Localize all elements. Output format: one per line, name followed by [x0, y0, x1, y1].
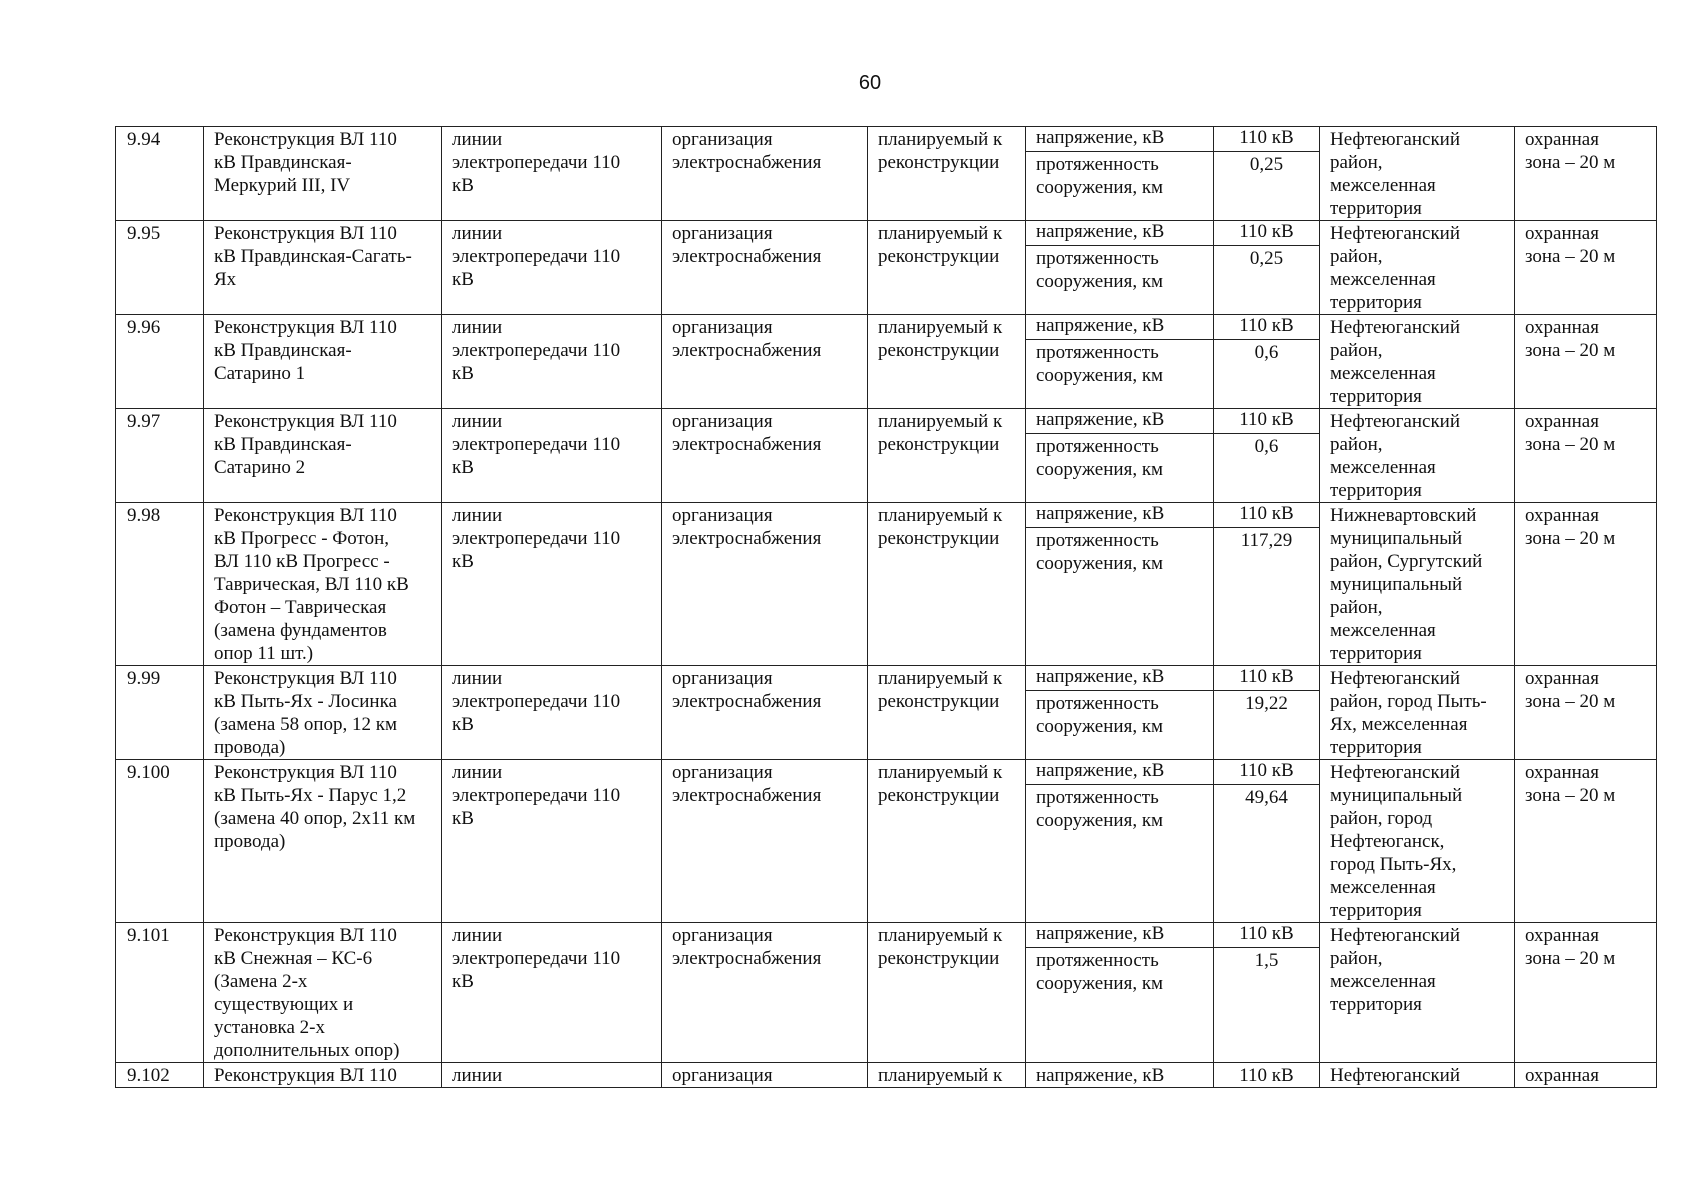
table-row: [116, 503, 1657, 528]
object-type: линии электропередачи 110 кВ: [442, 409, 662, 503]
protection-zone: охранная зона – 20 м: [1515, 760, 1657, 923]
length-label: протяженность сооружения, км: [1026, 785, 1214, 923]
length-label: протяженность сооружения, км: [1026, 528, 1214, 666]
object-purpose: организация электроснабжения: [662, 315, 868, 409]
object-name: Реконструкция ВЛ 110 кВ Правдинская- Сатарино 2: [204, 409, 442, 503]
voltage-value: 110 кВ: [1214, 760, 1320, 785]
voltage-label: напряжение, кВ: [1026, 1063, 1214, 1088]
voltage-label: напряжение, кВ: [1026, 409, 1214, 434]
length-label: протяженность сооружения, км: [1026, 246, 1214, 315]
protection-zone: охранная зона – 20 м: [1515, 503, 1657, 666]
length-label: протяженность сооружения, км: [1026, 691, 1214, 760]
object-location: Нефтеюганский муниципальный район, город Нефтеюганск, город Пыть-Ях, межселенная территория: [1320, 760, 1515, 923]
object-location: Нижневартовский муниципальный район, Сургутский муниципальный район, межселенная территория: [1320, 503, 1515, 666]
object-purpose: организация: [662, 1063, 868, 1088]
object-type: линии электропередачи 110 кВ: [442, 127, 662, 221]
protection-zone: охранная зона – 20 м: [1515, 923, 1657, 1063]
table-row: [116, 1063, 1657, 1088]
object-name: Реконструкция ВЛ 110 кВ Снежная – КС-6 (Замена 2-х существующих и установка 2-х дополнительных опор): [204, 923, 442, 1063]
table-row: [116, 315, 1657, 340]
object-purpose: организация электроснабжения: [662, 760, 868, 923]
object-name: Реконструкция ВЛ 110 кВ Правдинская-Сагать- Ях: [204, 221, 442, 315]
length-value: 19,22: [1214, 691, 1320, 760]
length-label: протяженность сооружения, км: [1026, 340, 1214, 409]
object-purpose: организация электроснабжения: [662, 666, 868, 760]
row-number: 9.101: [116, 923, 204, 1063]
row-number: 9.94: [116, 127, 204, 221]
object-status: планируемый к реконструкции: [868, 409, 1026, 503]
object-purpose: организация электроснабжения: [662, 127, 868, 221]
length-value: 0,6: [1214, 340, 1320, 409]
row-number: 9.99: [116, 666, 204, 760]
object-location: Нефтеюганский район, межселенная территория: [1320, 923, 1515, 1063]
voltage-value: 110 кВ: [1214, 503, 1320, 528]
table-row: [116, 127, 1657, 152]
length-label: протяженность сооружения, км: [1026, 152, 1214, 221]
object-name: Реконструкция ВЛ 110: [204, 1063, 442, 1088]
object-name: Реконструкция ВЛ 110 кВ Прогресс - Фотон, ВЛ 110 кВ Прогресс - Таврическая, ВЛ 110 кВ Фотон – Таврическая (замена фундаментов опор 11 шт.): [204, 503, 442, 666]
object-purpose: организация электроснабжения: [662, 503, 868, 666]
object-location: Нефтеюганский район, межселенная территория: [1320, 315, 1515, 409]
row-number: 9.96: [116, 315, 204, 409]
object-location: Нефтеюганский район, город Пыть- Ях, межселенная территория: [1320, 666, 1515, 760]
table-row: [116, 409, 1657, 434]
object-status: планируемый к реконструкции: [868, 760, 1026, 923]
object-location: Нефтеюганский район, межселенная территория: [1320, 127, 1515, 221]
table-row: [116, 923, 1657, 948]
row-number: 9.97: [116, 409, 204, 503]
protection-zone: охранная зона – 20 м: [1515, 127, 1657, 221]
object-status: планируемый к реконструкции: [868, 503, 1026, 666]
object-purpose: организация электроснабжения: [662, 923, 868, 1063]
object-status: планируемый к реконструкции: [868, 127, 1026, 221]
object-purpose: организация электроснабжения: [662, 409, 868, 503]
voltage-label: напряжение, кВ: [1026, 666, 1214, 691]
protection-zone: охранная зона – 20 м: [1515, 315, 1657, 409]
object-type: линии электропередачи 110 кВ: [442, 221, 662, 315]
voltage-label: напряжение, кВ: [1026, 127, 1214, 152]
table-body: [116, 127, 1657, 1088]
object-location: Нефтеюганский район, межселенная территория: [1320, 409, 1515, 503]
voltage-label: напряжение, кВ: [1026, 315, 1214, 340]
object-type: линии электропередачи 110 кВ: [442, 760, 662, 923]
object-status: планируемый к реконструкции: [868, 923, 1026, 1063]
voltage-label: напряжение, кВ: [1026, 221, 1214, 246]
length-value: 0,25: [1214, 152, 1320, 221]
length-value: 117,29: [1214, 528, 1320, 666]
voltage-value: 110 кВ: [1214, 315, 1320, 340]
voltage-value: 110 кВ: [1214, 221, 1320, 246]
page-number: 60: [858, 72, 882, 94]
row-number: 9.98: [116, 503, 204, 666]
object-name: Реконструкция ВЛ 110 кВ Правдинская- Сатарино 1: [204, 315, 442, 409]
object-status: планируемый к реконструкции: [868, 221, 1026, 315]
table-row: [116, 760, 1657, 785]
protection-zone: охранная зона – 20 м: [1515, 221, 1657, 315]
voltage-value: 110 кВ: [1214, 409, 1320, 434]
protection-zone: охранная зона – 20 м: [1515, 666, 1657, 760]
length-value: 0,25: [1214, 246, 1320, 315]
object-type: линии электропередачи 110 кВ: [442, 315, 662, 409]
object-name: Реконструкция ВЛ 110 кВ Пыть-Ях - Лосинка (замена 58 опор, 12 км провода): [204, 666, 442, 760]
object-type: линии электропередачи 110 кВ: [442, 923, 662, 1063]
object-status: планируемый к: [868, 1063, 1026, 1088]
object-type: линии электропередачи 110 кВ: [442, 503, 662, 666]
table-row: [116, 221, 1657, 246]
object-type: линии: [442, 1063, 662, 1088]
length-label: протяженность сооружения, км: [1026, 948, 1214, 1063]
voltage-label: напряжение, кВ: [1026, 760, 1214, 785]
protection-zone: охранная: [1515, 1063, 1657, 1088]
length-value: 49,64: [1214, 785, 1320, 923]
length-label: протяженность сооружения, км: [1026, 434, 1214, 503]
object-name: Реконструкция ВЛ 110 кВ Правдинская- Меркурий III, IV: [204, 127, 442, 221]
row-number: 9.95: [116, 221, 204, 315]
object-status: планируемый к реконструкции: [868, 315, 1026, 409]
object-name: Реконструкция ВЛ 110 кВ Пыть-Ях - Парус 1,2 (замена 40 опор, 2х11 км провода): [204, 760, 442, 923]
object-status: планируемый к реконструкции: [868, 666, 1026, 760]
voltage-value: 110 кВ: [1214, 127, 1320, 152]
row-number: 9.100: [116, 760, 204, 923]
object-purpose: организация электроснабжения: [662, 221, 868, 315]
object-location: Нефтеюганский: [1320, 1063, 1515, 1088]
voltage-value: 110 кВ: [1214, 666, 1320, 691]
object-type: линии электропередачи 110 кВ: [442, 666, 662, 760]
voltage-label: напряжение, кВ: [1026, 923, 1214, 948]
voltage-label: напряжение, кВ: [1026, 503, 1214, 528]
voltage-value: 110 кВ: [1214, 923, 1320, 948]
table-row: [116, 666, 1657, 691]
registry-table: [115, 126, 1657, 1088]
length-value: 1,5: [1214, 948, 1320, 1063]
voltage-value: 110 кВ: [1214, 1063, 1320, 1088]
object-location: Нефтеюганский район, межселенная территория: [1320, 221, 1515, 315]
row-number: 9.102: [116, 1063, 204, 1088]
protection-zone: охранная зона – 20 м: [1515, 409, 1657, 503]
length-value: 0,6: [1214, 434, 1320, 503]
